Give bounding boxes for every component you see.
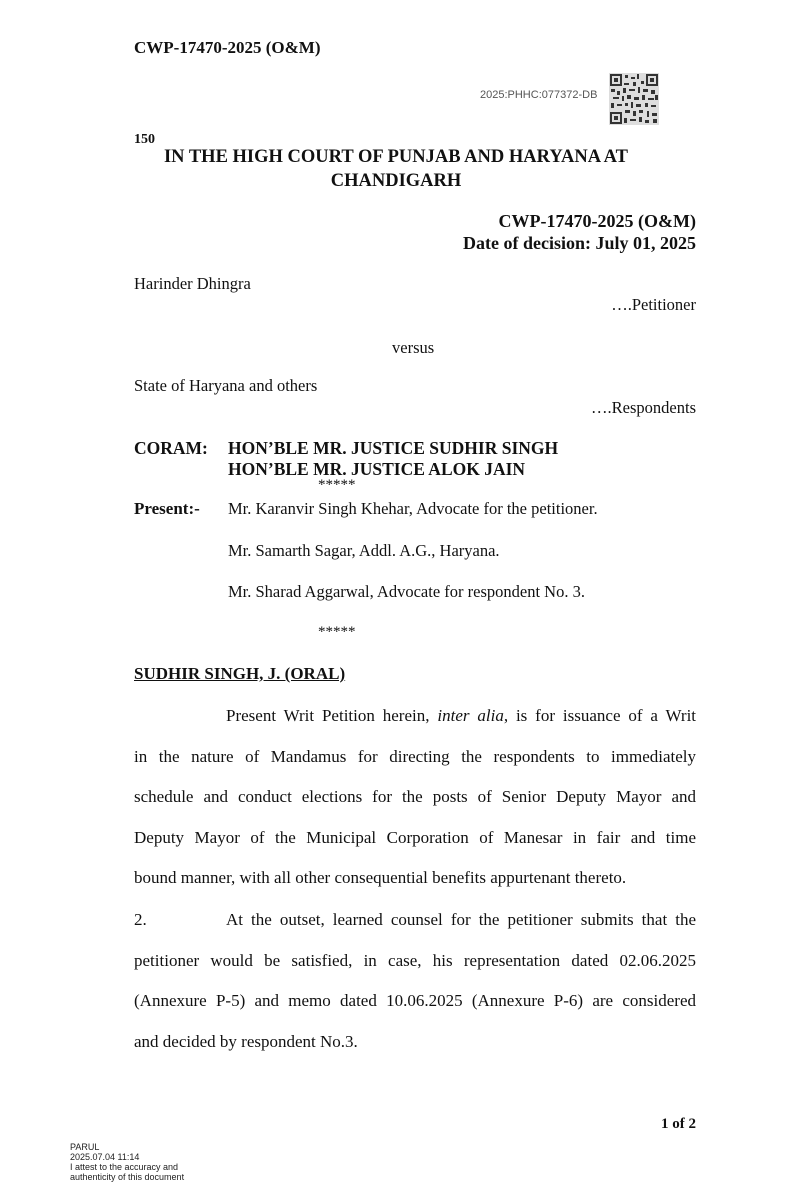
- separator-stars: *****: [318, 624, 356, 640]
- respondent-name: State of Haryana and others: [134, 376, 318, 395]
- decision-date: Date of decision: July 01, 2025: [463, 233, 696, 253]
- coram-judge-2: HON’BLE MR. JUSTICE ALOK JAIN: [228, 459, 526, 479]
- para2-line1: 2. At the outset, learned counsel for the petitioner submits that the: [134, 900, 696, 941]
- present-label: Present:-: [134, 499, 200, 518]
- para1-line1: Present Writ Petition herein, inter alia, is for issuance of a Writ: [226, 706, 696, 725]
- para1-line4: Deputy Mayor of the Municipal Corporation of Manesar in fair and time: [134, 827, 696, 847]
- list-serial-number: 150: [134, 132, 155, 147]
- para2-line2: petitioner would be satisfied, in case, his representation dated 02.06.2025: [134, 950, 696, 970]
- para1-line5: bound manner, with all other consequential benefits appurtenant thereto.: [134, 868, 627, 887]
- respondent-role: ….Respondents: [591, 398, 696, 417]
- case-number: CWP-17470-2025 (O&M): [498, 211, 696, 231]
- para1-line2: in the nature of Mandamus for directing the respondents to immediately: [134, 746, 696, 766]
- digital-signature: [70, 1142, 184, 1182]
- para2-line3: (Annexure P-5) and memo dated 10.06.2025 (Annexure P-6) are considered: [134, 991, 696, 1010]
- separator-stars: *****: [318, 477, 356, 493]
- para2-line4: and decided by respondent No.3.: [134, 1031, 358, 1051]
- petitioner-name: Harinder Dhingra: [134, 274, 251, 293]
- petitioner-role: ….Petitioner: [611, 295, 696, 314]
- court-name-line1: IN THE HIGH COURT OF PUNJAB AND HARYANA AT: [163, 147, 628, 167]
- coram-judges: [228, 438, 558, 480]
- signature-timestamp: 2025.07.04 11:14: [70, 1152, 140, 1162]
- court-name: [0, 145, 792, 193]
- qr-code-icon: [609, 73, 659, 125]
- paragraph-number: 2.: [134, 910, 147, 929]
- header-case-number: CWP-17470-2025 (O&M): [134, 38, 321, 57]
- court-name-line2: CHANDIGARH: [330, 171, 462, 191]
- counsel-line-2: Mr. Samarth Sagar, Addl. A.G., Haryana.: [228, 541, 500, 560]
- neutral-citation: 2025:PHHC:077372-DB: [480, 89, 598, 101]
- judge-heading: SUDHIR SINGH, J. (ORAL): [134, 664, 346, 683]
- counsel-line-1: Mr. Karanvir Singh Khehar, Advocate for the petitioner.: [228, 499, 598, 518]
- attestation-line2: authenticity of this document: [70, 1172, 185, 1182]
- coram-judge-1: HON’BLE MR. JUSTICE SUDHIR SINGH: [228, 438, 559, 458]
- attestation-line1: I attest to the accuracy and: [70, 1162, 179, 1172]
- page-number: 1 of 2: [661, 1116, 696, 1132]
- signer-name: PARUL: [70, 1142, 100, 1152]
- case-details: [463, 210, 696, 254]
- versus: versus: [392, 338, 435, 357]
- para1-line3: schedule and conduct elections for the posts of Senior Deputy Mayor and: [134, 787, 696, 806]
- coram-label: CORAM:: [134, 438, 208, 458]
- counsel-line-3: Mr. Sharad Aggarwal, Advocate for respondent No. 3.: [228, 582, 585, 601]
- paragraph-2: [134, 900, 696, 1062]
- paragraph-1: [134, 696, 696, 899]
